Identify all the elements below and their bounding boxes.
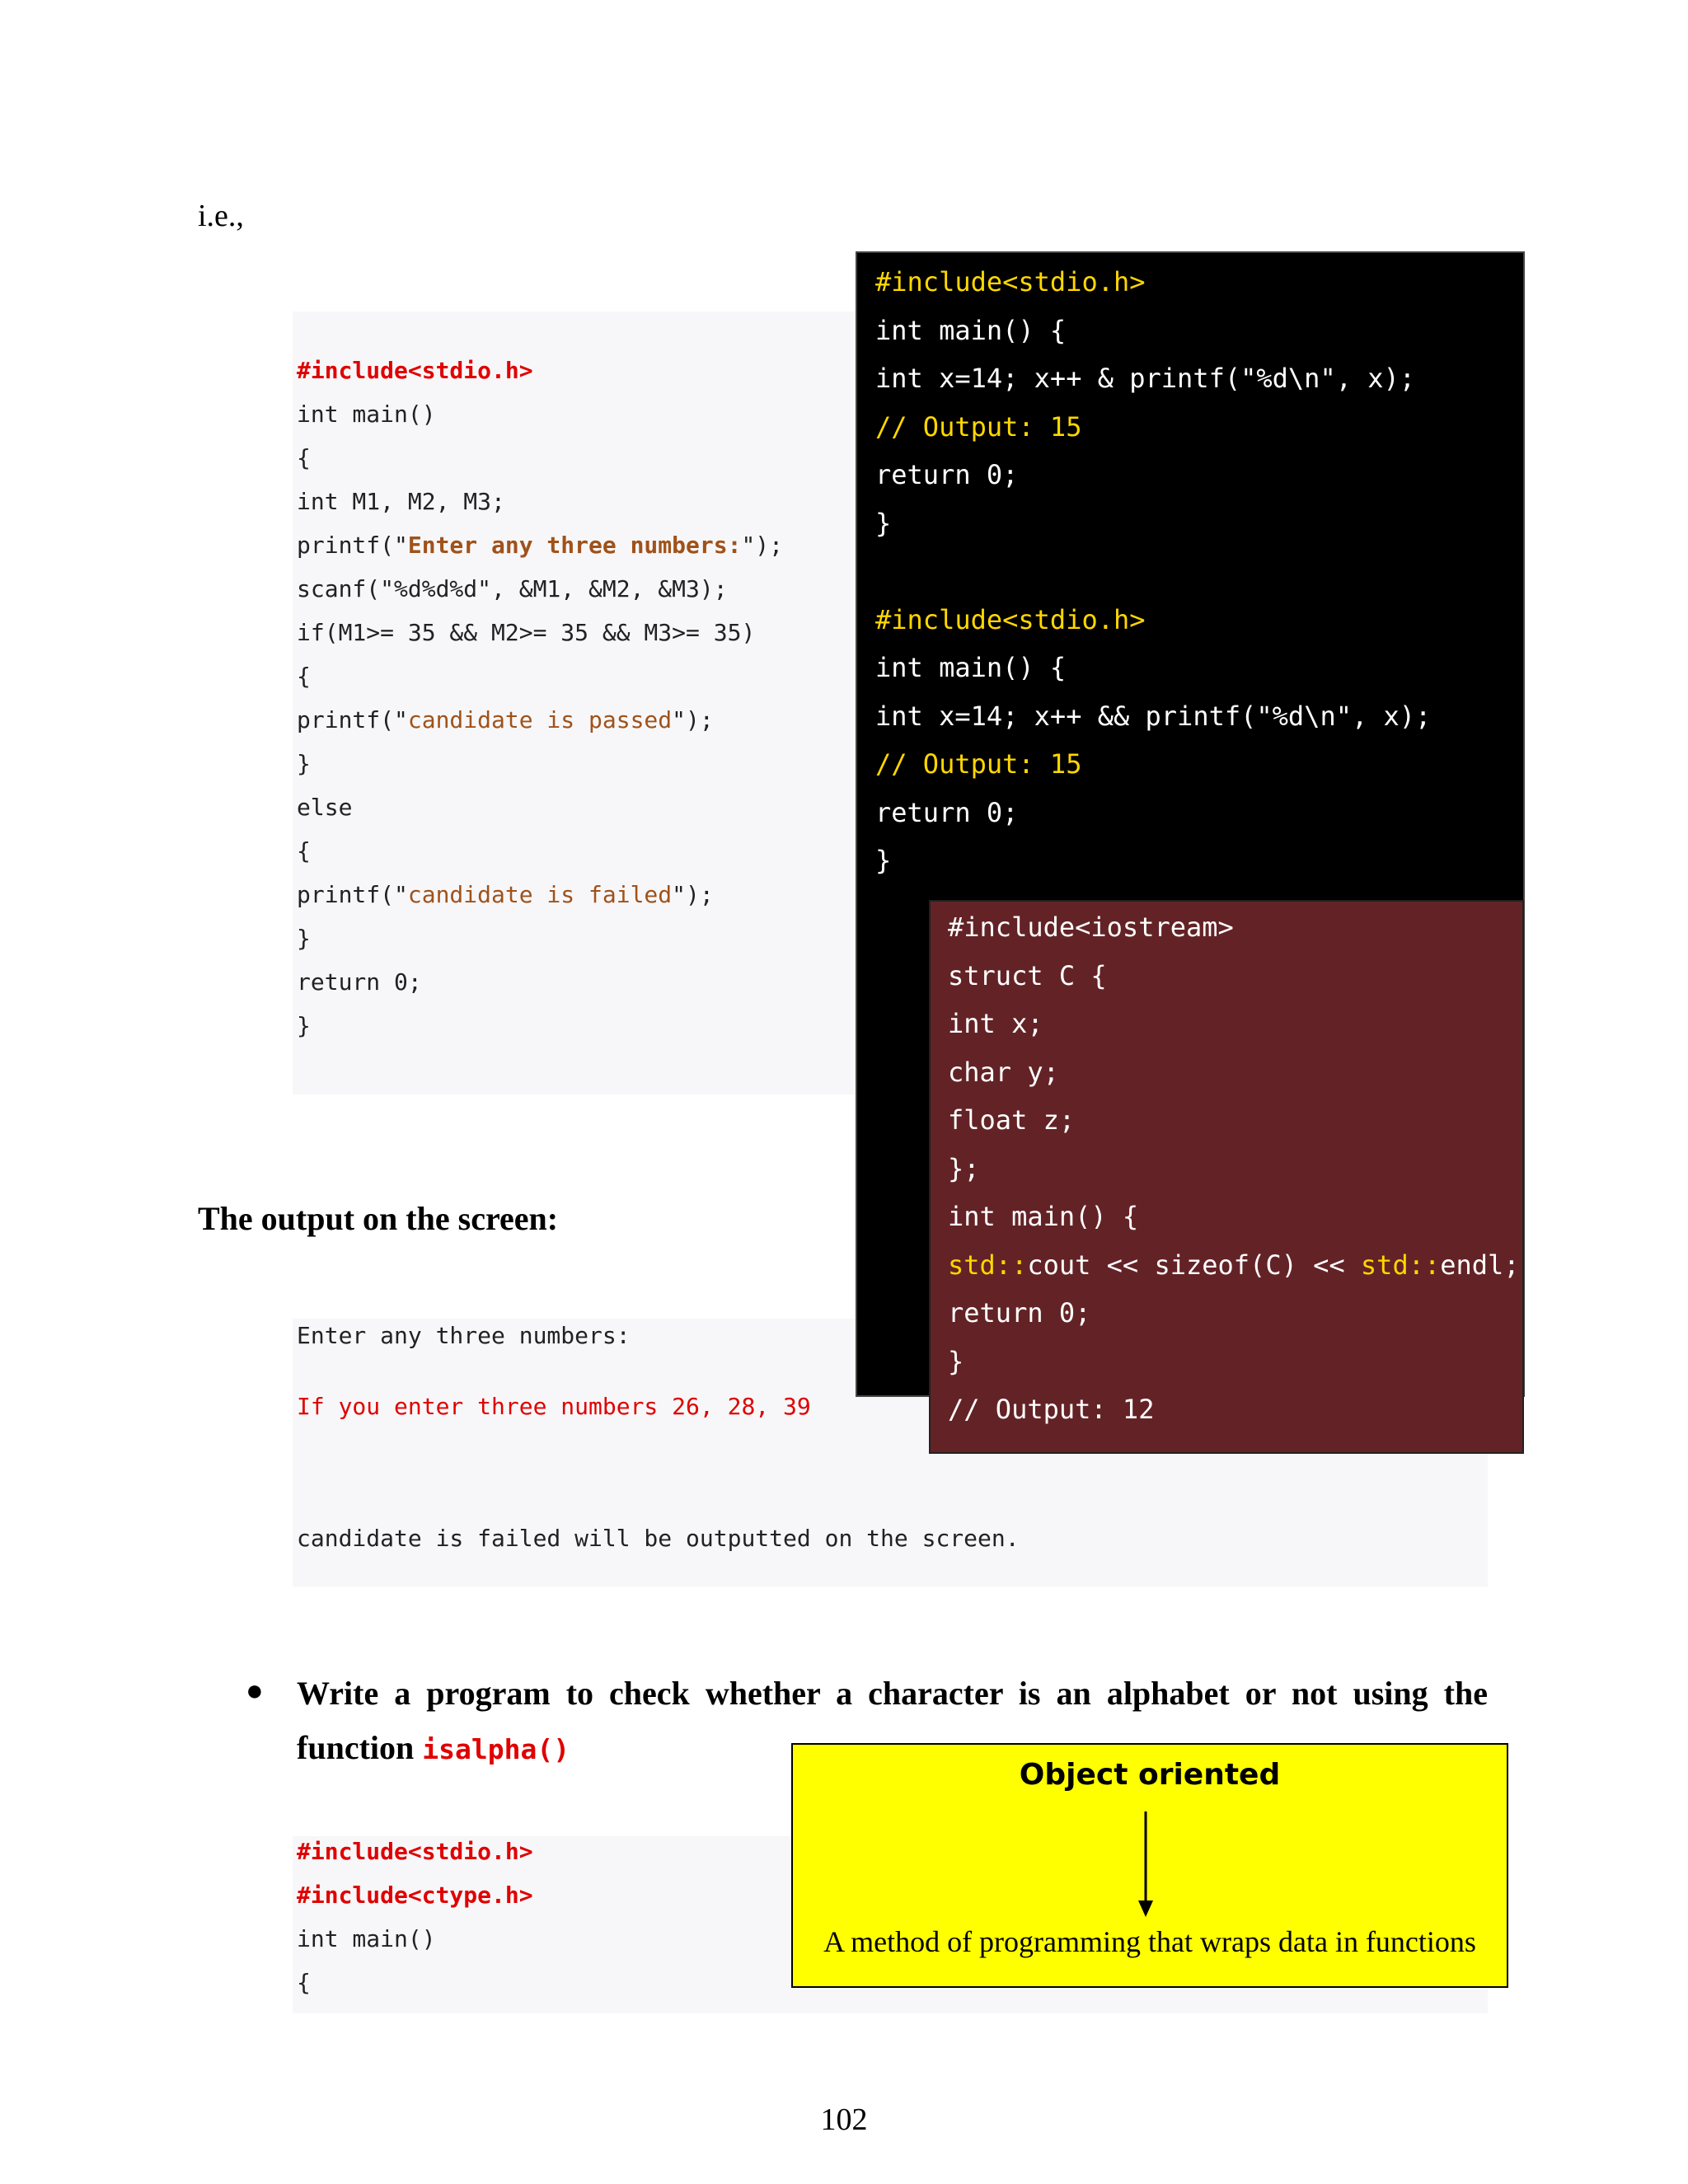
bullet-text: Write a program to check whether a character is an alphabet or not using the function [297, 1675, 1488, 1766]
code-line: int x; [948, 1008, 1043, 1039]
code-line: float z; [948, 1104, 1076, 1136]
code-line: #include<stdio.h> [875, 266, 1146, 298]
output-line-input: If you enter three numbers 26, 28, 39 [297, 1393, 811, 1420]
code-line: #include<stdio.h> [297, 357, 533, 384]
code-line: } [875, 507, 892, 539]
code-line: // Output: 15 [875, 410, 1082, 443]
code-token: printf(" [297, 532, 408, 559]
code-line: #include<stdio.h> [297, 1838, 533, 1865]
code-line: int main() { [875, 314, 1067, 346]
code-line: { [297, 663, 311, 690]
code-token: cout << sizeof(C) << [1027, 1249, 1361, 1281]
page-number: 102 [820, 2102, 868, 2137]
code-line: #include<stdio.h> [875, 603, 1146, 635]
code-line [297, 523, 783, 567]
code-line: int main() [297, 1925, 436, 1952]
code-line: return 0; [875, 796, 1019, 828]
arrow-down-icon [1136, 1811, 1156, 1919]
bullet-icon: ● [246, 1674, 264, 1707]
code-line: { [297, 444, 311, 471]
code-line: if(M1>= 35 && M2>= 35 && M3>= 35) [297, 619, 756, 646]
code-token: std:: [948, 1249, 1028, 1281]
code-line: scanf("%d%d%d", &M1, &M2, &M3); [297, 575, 728, 602]
code-line: return 0; [297, 968, 422, 996]
code-token: "); [672, 881, 714, 908]
code-line: struct C { [948, 959, 1107, 991]
code-line: }; [948, 1152, 980, 1184]
code-line [948, 1241, 1520, 1290]
code-line: return 0; [948, 1297, 1091, 1329]
code-line: { [297, 837, 311, 865]
code-token: endl; [1440, 1249, 1520, 1281]
code-line [297, 873, 783, 916]
maroon-code-lines [948, 903, 1520, 1434]
code-line: int M1, M2, M3; [297, 488, 505, 515]
code-block-isalpha [297, 1830, 533, 2004]
code-line: int x=14; x++ && printf("%d\n", x); [875, 700, 1432, 732]
code-line: char y; [948, 1056, 1059, 1088]
code-line [875, 547, 1431, 596]
code-line: #include<iostream> [948, 912, 1234, 943]
code-line: return 0; [875, 459, 1019, 490]
code-line: int x=14; x++ & printf("%d\n", x); [875, 363, 1416, 394]
code-line: // Output: 12 [948, 1394, 1155, 1425]
code-token: std:: [1360, 1249, 1441, 1281]
code-line: } [875, 845, 892, 876]
output-line-prompt: Enter any three numbers: [297, 1322, 631, 1349]
code-line: #include<ctype.h> [297, 1882, 533, 1909]
code-line [297, 698, 783, 742]
intro-text: i.e., [198, 199, 244, 233]
code-line: } [297, 1012, 311, 1039]
code-line: { [297, 1969, 311, 1996]
code-line: } [297, 925, 311, 952]
code-block-grades [297, 349, 783, 1047]
code-token: candidate is passed [407, 706, 673, 733]
code-token: printf(" [297, 881, 408, 908]
definition-description: A method of programming that wraps data in functions [823, 1925, 1476, 1958]
code-token: printf(" [297, 706, 408, 733]
function-name: isalpha() [422, 1733, 570, 1765]
code-line: int main() { [875, 652, 1067, 683]
output-heading: The output on the screen: [198, 1200, 559, 1237]
code-token: "); [672, 706, 714, 733]
code-line: int main() [297, 401, 436, 428]
code-line: else [297, 794, 353, 821]
code-line: // Output: 15 [875, 748, 1082, 780]
code-token: "); [741, 532, 784, 559]
code-token: Enter any three numbers: [407, 532, 742, 559]
code-line: } [297, 750, 311, 777]
code-line: int main() { [948, 1201, 1139, 1232]
code-token: candidate is failed [407, 881, 673, 908]
output-line-result: candidate is failed will be outputted on the screen. [297, 1525, 1020, 1552]
definition-title: Object oriented [1019, 1758, 1281, 1792]
code-line: } [948, 1345, 964, 1377]
black-code-lines [875, 258, 1431, 885]
